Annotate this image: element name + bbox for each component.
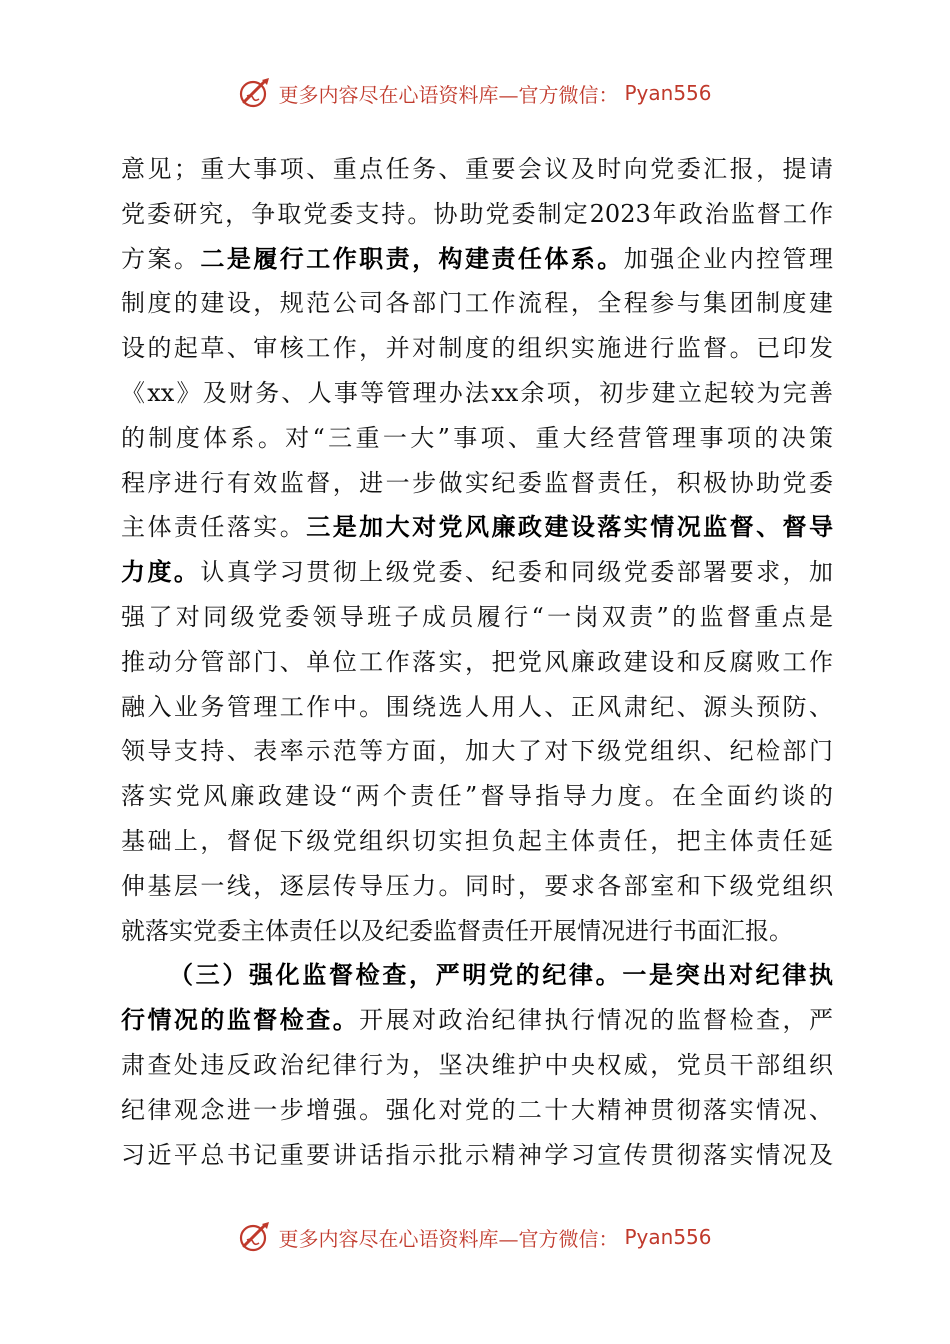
text-line <box>121 953 833 998</box>
text-line <box>121 281 833 326</box>
document-body <box>121 147 833 1177</box>
text-segment: 基础上，督促下级党组织切实担负起主体责任，把主体责任延 <box>121 826 833 855</box>
text-segment: 设的起草、审核工作，并对制度的组织实施进行监督。已印发 <box>121 334 833 363</box>
header-watermark <box>0 73 950 113</box>
text-segment: 制度的建设，规范公司各部门工作流程，全程参与集团制度建 <box>121 289 833 318</box>
text-line <box>121 326 833 371</box>
text-segment: 推动分管部门、单位工作落实，把党风廉政建设和反腐败工作 <box>121 647 833 676</box>
bold-text-segment: 力度。 <box>121 557 201 587</box>
text-segment: 加强企业内控管理 <box>623 244 833 273</box>
text-line <box>121 192 833 237</box>
text-line <box>121 1133 833 1178</box>
text-line <box>121 416 833 461</box>
text-segment: 开展对政治纪律执行情况的监督检查，严 <box>359 1006 833 1035</box>
text-line <box>121 909 833 954</box>
watermark-wechat-id: Pyan556 <box>624 81 712 105</box>
text-segment: 主体责任落实。 <box>121 513 307 542</box>
text-segment: 落实党风廉政建设“两个责任”督导指导力度。在全面约谈的 <box>121 782 833 811</box>
text-segment: 认真学习贯彻上级党委、纪委和同级党委部署要求，加 <box>200 558 833 587</box>
text-line <box>121 371 833 416</box>
text-line <box>121 550 833 595</box>
watermark-wechat-id: Pyan556 <box>624 1225 712 1249</box>
text-line <box>121 595 833 640</box>
text-line <box>121 819 833 864</box>
text-segment: 方案。 <box>121 244 201 273</box>
brush-stamp-icon <box>238 76 272 110</box>
bold-text-segment: 二是履行工作职责，构建责任体系。 <box>200 243 624 273</box>
text-line <box>121 1088 833 1133</box>
bold-text-segment: 行情况的监督检查。 <box>121 1005 360 1035</box>
text-segment: 党委研究，争取党委支持。协助党委制定2023年政治监督工作 <box>121 199 833 228</box>
text-segment: 伸基层一线，逐层传导压力。同时，要求各部室和下级党组织 <box>121 871 833 900</box>
text-line <box>121 685 833 730</box>
text-line <box>121 998 833 1043</box>
watermark-text: 更多内容尽在心语资料库—官方微信： <box>278 82 619 107</box>
brush-stamp-icon <box>238 1220 272 1254</box>
watermark-text: 更多内容尽在心语资料库—官方微信： <box>278 1226 619 1251</box>
text-segment: 强了对同级党委领导班子成员履行“一岗双责”的监督重点是 <box>121 602 833 631</box>
text-segment: 程序进行有效监督，进一步做实纪委监督责任，积极协助党委 <box>121 468 833 497</box>
footer-watermark <box>0 1217 950 1257</box>
bold-text-segment: （三）强化监督检查，严明党的纪律。一是突出对纪律执 <box>169 960 833 990</box>
text-line <box>121 237 833 282</box>
text-segment: 纪律观念进一步增强。强化对党的二十大精神贯彻落实情况、 <box>121 1095 833 1124</box>
text-segment: 肃查处违反政治纪律行为，坚决维护中央权威，党员干部组织 <box>121 1050 833 1079</box>
text-line <box>121 1043 833 1088</box>
text-segment: 《xx》及财务、人事等管理办法xx余项，初步建立起较为完善 <box>121 378 833 407</box>
text-segment: 就落实党委主体责任以及纪委监督责任开展情况进行书面汇报。 <box>121 916 793 945</box>
text-line <box>121 147 833 192</box>
text-line <box>121 640 833 685</box>
text-segment: 习近平总书记重要讲话指示批示精神学习宣传贯彻落实情况及 <box>121 1140 833 1169</box>
text-line <box>121 505 833 550</box>
text-segment: 融入业务管理工作中。围绕选人用人、正风肃纪、源头预防、 <box>121 692 833 721</box>
text-segment: 的制度体系。对“三重一大”事项、重大经营管理事项的决策 <box>121 423 833 452</box>
text-line <box>121 864 833 909</box>
text-segment: 意见；重大事项、重点任务、重要会议及时向党委汇报，提请 <box>121 155 833 183</box>
bold-text-segment: 三是加大对党风廉政建设落实情况监督、督导 <box>306 512 833 542</box>
text-line <box>121 774 833 819</box>
text-line <box>121 461 833 506</box>
text-line <box>121 729 833 774</box>
text-segment: 领导支持、表率示范等方面，加大了对下级党组织、纪检部门 <box>121 737 833 766</box>
